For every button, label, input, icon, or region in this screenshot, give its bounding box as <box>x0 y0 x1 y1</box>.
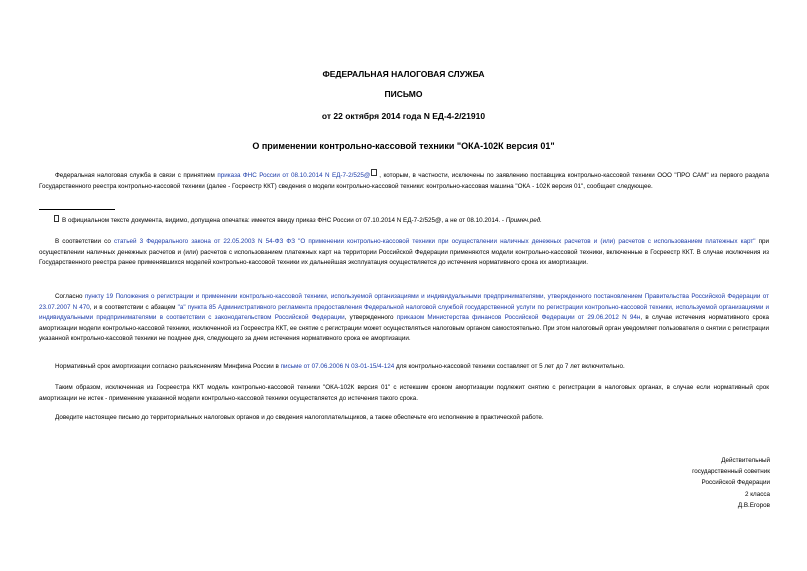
footnote-divider <box>39 209 115 210</box>
doc-date: от 22 октября 2014 года N ЕД-4-2/21910 <box>321 111 486 121</box>
p3-text-b: , и в соответствии с абзацем <box>89 303 178 311</box>
footnote-marker-icon[interactable] <box>371 169 377 176</box>
org-title: ФЕДЕРАЛЬНАЯ НАЛОГОВАЯ СЛУЖБА <box>322 69 485 79</box>
p6-text: Доведите настоящее письмо до территориальных налоговых органов и до сведения налогоплательщиков, а также обеспечьте его исполнение в практической работе. <box>55 414 544 421</box>
footnote <box>54 215 542 226</box>
paragraph-6 <box>39 413 769 424</box>
signature-line-1: Действительный <box>721 457 770 464</box>
link-order-fns[interactable]: приказа ФНС России от 08.10.2014 N ЕД-7-2/525@ <box>217 172 371 179</box>
doc-type: ПИСЬМО <box>384 89 423 99</box>
link-minfin-letter[interactable]: письме от 07.06.2006 N 03-01-15/4-124 <box>280 363 395 370</box>
doc-subject: О применении контрольно-кассовой техники "ОКА-102К версия 01" <box>252 141 555 151</box>
footnote-marker-icon <box>54 215 59 222</box>
link-minfin-order[interactable]: приказом Министерства финансов Российской Федерации от 29.06.2012 N 94н <box>396 314 641 322</box>
link-regulation-470[interactable]: пункту 19 Положения о регистрации и применении контрольно-кассовой техники, используемой организациями и индивидуальными предпринимателями, утвержденного постановлением Правительства Российской Федерации от 23.07.2007 N 470 <box>39 293 769 311</box>
p3-text-c: , утвержденного <box>344 314 397 322</box>
p4-text-b: для контрольно-кассовой техники составляет от 5 лет до 7 лет включительно. <box>394 363 625 370</box>
signature-block <box>640 455 770 511</box>
paragraph-4 <box>39 362 769 373</box>
signature-line-2: государственный советник <box>692 468 770 476</box>
p1-text-a: Федеральная налоговая служба в связи с принятием <box>55 172 218 179</box>
p4-text-a: Нормативный срок амортизации согласно разъяснениям Минфина России в <box>55 363 281 370</box>
p2-text-b: при осуществлении наличных денежных расчетов и (или) расчетов с использованием платежных карт на территории Российской Федерации применяются модели контрольно-кассовой техники, включенные в Госреестр ККТ. В случае исключения из Государственного реестра ранее применявшихся моделей контрольно-кассовой техники их дальнейшая эксплуатация осуществляется до истечения нормативного срока их амортизации. <box>39 238 769 267</box>
p3-text-d: , в случае истечения нормативного срока амортизации модели контрольно-кассовой техники, исключенной из Госреестра ККТ, ее снятие с регистрации может осуществляться налоговым органом самостоятельно. При этом налоговый орган уведомляет пользователя о снятии с регистрации указанной контрольно-кассовой техники не позднее дня, следующего за днем истечения нормативного срока ее амортизации. <box>39 314 769 343</box>
signature-name: Д.В.Егоров <box>737 501 770 509</box>
link-law-54fz[interactable]: статьей 3 Федерального закона от 22.05.2003 N 54-ФЗ ФЗ "О применении контрольно-кассовой техники при осуществлении наличных денежных расчетов и (или) расчетов с использованием платежных карт" <box>113 238 756 245</box>
signature-line-3: Российской Федерации <box>701 479 770 487</box>
link-admin-regulation[interactable]: "а" пункта 85 Административного регламента предоставления Федеральной налоговой службой государственной услуги по регистрации контрольно-кассовой техники, используемой организациями и индивидуальными предпринимателями в соответствии с законодательством Российской Федерации <box>39 303 769 322</box>
signature-line-4: 2 класса <box>744 490 770 498</box>
p5-text: Таким образом, исключенная из Госреестра ККТ модель контрольно-кассовой техники "ОКА-102К версия 01" с истекшим сроком амортизации подлежит снятию с регистрации в налоговых органах, в случае если нормативный срок амортизации не истек - применение указанной модели контрольно-кассовой техники осуществляется до истечения такого срока. <box>39 384 769 402</box>
p3-text-a: Согласно <box>55 293 85 300</box>
p1-text-b: , которым, в частности, исключены по заявлению поставщика контрольно-кассовой техники ООО "ПРО САМ" из первого раздела Государственного реестра контрольно-кассовой техники (далее - Госреестр ККТ) сведения о модели контрольно-кассовой техники: контрольно-кассовая машина "ОКА - 102К версия 01", сообщает следующее. <box>39 172 769 190</box>
paragraph-3 <box>39 292 769 345</box>
footnote-text: В официальном тексте документа, видимо, допущена опечатка: имеется ввиду приказ ФНС России от 07.10.2014 N ЕД-7-2/525@, а не от 08.10.2014. - <box>62 217 506 224</box>
p2-text-a: В соответствии со <box>55 238 114 245</box>
paragraph-1 <box>39 169 769 192</box>
footnote-note: Примеч.ред. <box>505 217 542 224</box>
paragraph-2 <box>39 237 769 269</box>
paragraph-5 <box>39 383 769 404</box>
